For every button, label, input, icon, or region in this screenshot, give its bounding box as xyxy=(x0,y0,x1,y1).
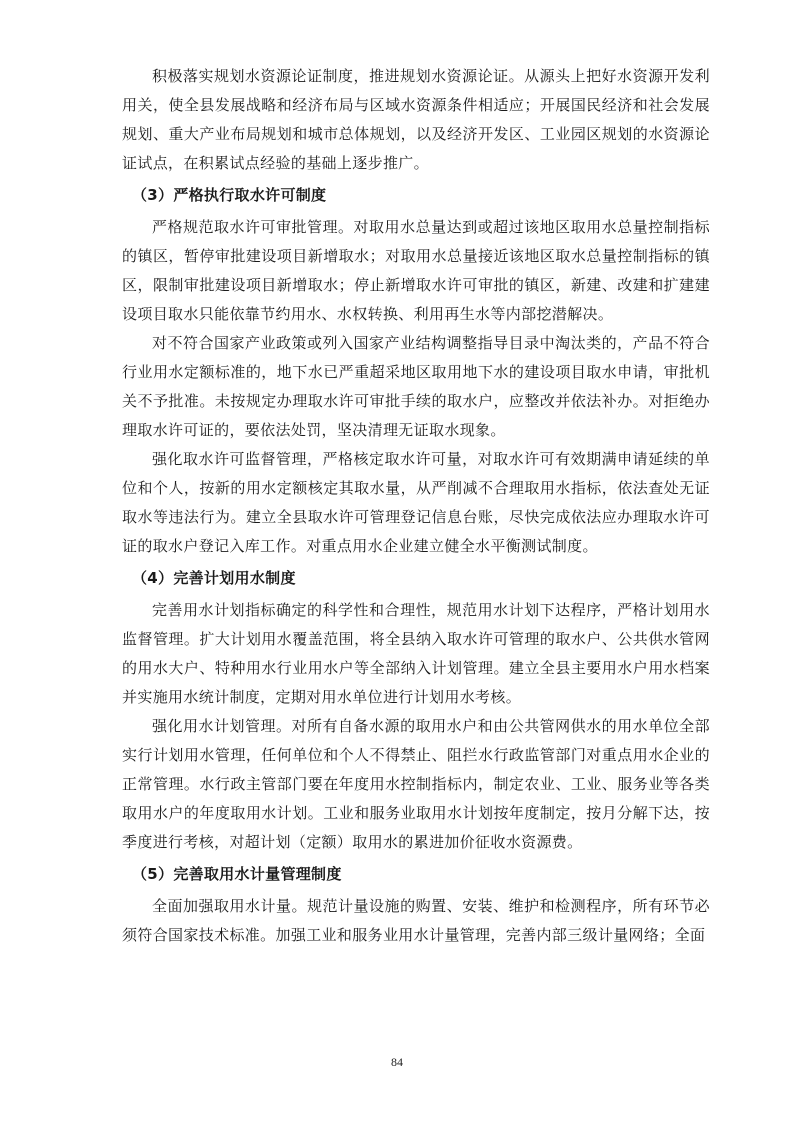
page-number: 84 xyxy=(391,1055,403,1069)
paragraph-permit-rejection: 对不符合国家产业政策或列入国家产业结构调整指导目录中淘汰类的，产品不符合行业用水定额标准的，地下水已严重超采地区取用地下水的建设项目取水申请，审批机关不予批准。未按规定办理取水许可审批手续的取水户，应整改并依法补办。对拒绝办理取水许可证的，要依法处罚，坚决清理无证取水现象。 xyxy=(122,334,710,439)
paragraph-permit-approval: 严格规范取水许可审批管理。对取用水总量达到或超过该地区取用水总量控制指标的镇区，暂停审批建设项目新增取水；对取用水总量接近该地区取水总量控制指标的镇区，限制审批建设项目新增取水；停止新增取水许可审批的镇区，新建、改建和扩建建设项目取水只能依靠节约用水、水权转换、利用再生水等内部挖潜解决。 xyxy=(122,218,710,323)
paragraph-permit-supervision: 强化取水许可监督管理，严格核定取水许可量，对取水许可有效期满申请延续的单位和个人，按新的用水定额核定其取水量，从严削减不合理取用水指标，依法查处无证取水等违法行为。建立全县取水许可管理登记信息台账，尽快完成依法应办理取水许可证的取水户登记入库工作。对重点用水企业建立健全水平衡测试制度。 xyxy=(122,450,710,555)
section-heading-metering: （5）完善取用水计量管理制度 xyxy=(132,865,342,883)
paragraph-metering: 全面加强取用水计量。规范计量设施的购置、安装、维护和检测程序，所有环节必须符合国家技术标准。加强工业和服务业用水计量管理，完善内部三级计量网络；全面 xyxy=(122,897,710,944)
page-body xyxy=(122,62,710,950)
paragraph-plan-indicators: 完善用水计划指标确定的科学性和合理性，规范用水计划下达程序，严格计划用水监督管理。扩大计划用水覆盖范围，将全县纳入取水许可管理的取水户、公共供水管网的用水大户、特种用水行业用水户等全部纳入计划管理。建立全县主要用水户用水档案并实施用水统计制度，定期对用水单位进行计划用水考核。 xyxy=(122,601,710,706)
paragraph-plan-management: 强化用水计划管理。对所有自备水源的取用水户和由公共管网供水的用水单位全部实行计划用水管理，任何单位和个人不得禁止、阻拦水行政监管部门对重点用水企业的正常管理。水行政主管部门要在年度用水控制指标内，制定农业、工业、服务业等各类取用水户的年度取用水计划。工业和服务业取用水计划按年度制定，按月分解下达，按季度进行考核，对超计划（定额）取用水的累进加价征收水资源费。 xyxy=(122,717,710,851)
section-heading-water-permit: （3）严格执行取水许可制度 xyxy=(132,186,327,204)
paragraph-planning-water-assessment: 积极落实规划水资源论证制度，推进规划水资源论证。从源头上把好水资源开发利用关，使全县发展战略和经济布局与区域水资源条件相适应；开展国民经济和社会发展规划、重大产业布局规划和城市总体规划，以及经济开发区、工业园区规划的水资源论证试点，在积累试点经验的基础上逐步推广。 xyxy=(122,67,710,172)
section-heading-planned-water-use: （4）完善计划用水制度 xyxy=(132,569,296,587)
